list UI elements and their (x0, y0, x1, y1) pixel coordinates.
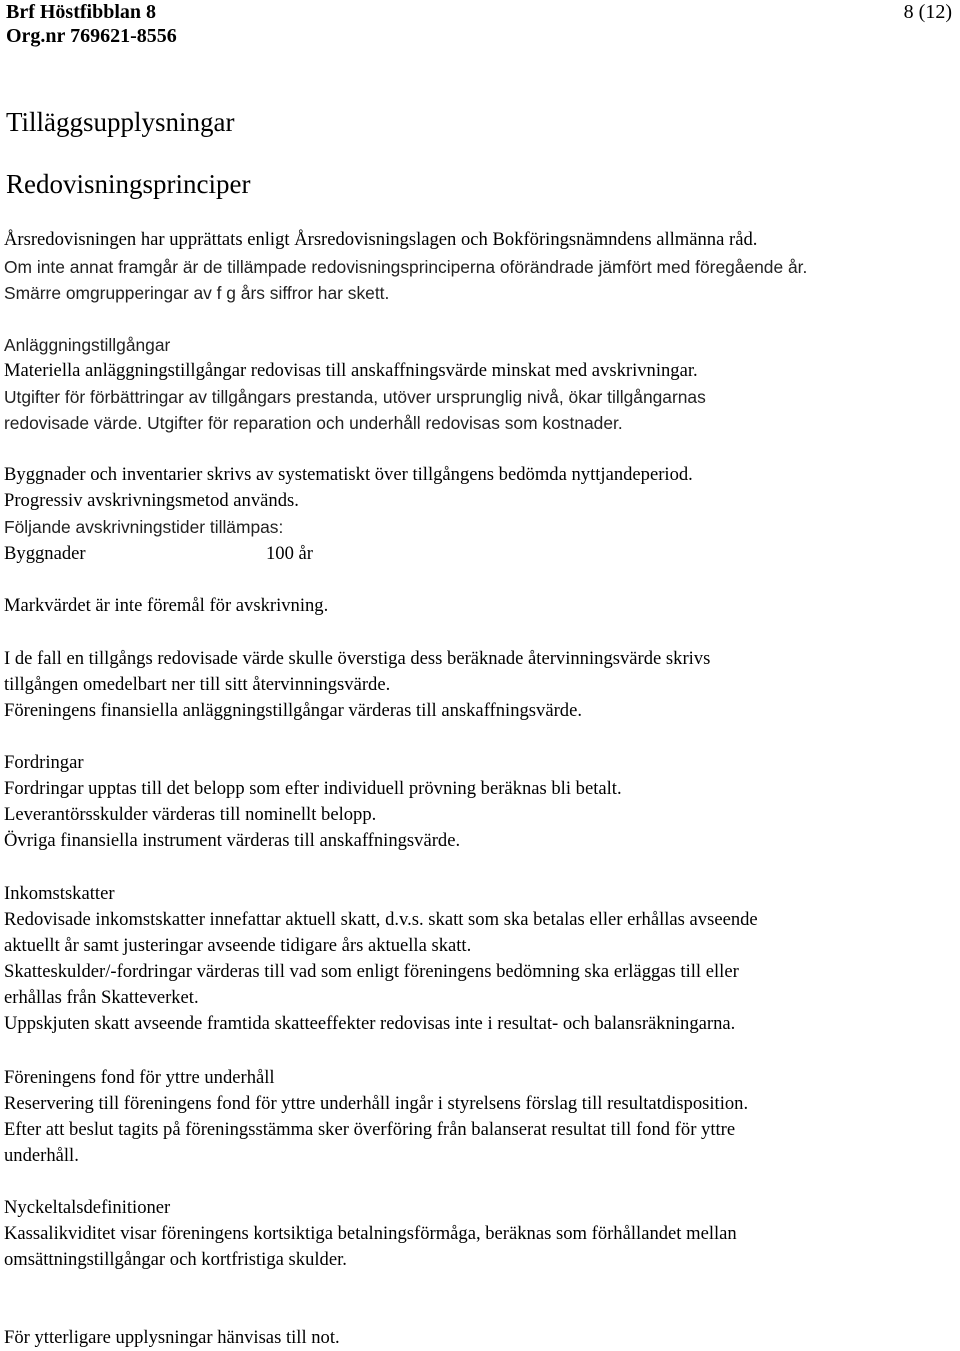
paragraph-line: Fordringar upptas till det belopp som efter individuell prövning beräknas bli betalt. (4, 778, 622, 799)
paragraph-line: Uppskjuten skatt avseende framtida skatteeffekter redovisas inte i resultat- och balansräkningarna. (4, 1013, 736, 1034)
paragraph-line: Progressiv avskrivningsmetod används. (4, 490, 299, 511)
paragraph-line: Materiella anläggningstillgångar redovisas till anskaffningsvärde minskat med avskrivningar. (4, 360, 698, 381)
paragraph-line: Smärre omgrupperingar av f g års siffror har skett. (4, 283, 390, 303)
paragraph-line: Föreningens finansiella anläggningstillgångar värderas till anskaffningsvärde. (4, 700, 582, 721)
page-number: 8 (12) (903, 1, 952, 23)
paragraph-line: underhåll. (4, 1145, 79, 1166)
depreciation-asset-label: Byggnader (4, 543, 86, 564)
heading-redovisningsprinciper: Redovisningsprinciper (6, 169, 251, 199)
paragraph-line: Markvärdet är inte föremål för avskrivning. (4, 595, 329, 616)
paragraph-line: Redovisade inkomstskatter innefattar aktuell skatt, d.v.s. skatt som ska betalas eller erhållas avseende (4, 909, 758, 930)
heading-tillaggsupplysningar: Tilläggsupplysningar (6, 107, 235, 137)
section-heading-fond-yttre-underhall: Föreningens fond för yttre underhåll (4, 1067, 275, 1088)
org-number: Org.nr 769621-8556 (6, 25, 177, 47)
paragraph-line: erhållas från Skatteverket. (4, 987, 199, 1008)
section-heading-anlaggningstillgangar: Anläggningstillgångar (4, 335, 171, 355)
paragraph-line: Årsredovisningen har upprättats enligt Årsredovisningslagen och Bokföringsnämndens allmänna råd. (4, 229, 758, 250)
paragraph-line: Efter att beslut tagits på föreningsstämma sker överföring från balanserat resultat till fond för yttre (4, 1119, 736, 1140)
depreciation-period: 100 år (266, 543, 313, 564)
closing-note: För ytterligare upplysningar hänvisas till not. (4, 1327, 340, 1348)
paragraph-line: Om inte annat framgår är de tillämpade redovisningsprinciperna oförändrade jämfört med föregående år. (4, 257, 808, 277)
association-name: Brf Höstfibblan 8 (6, 1, 157, 23)
paragraph-line: tillgången omedelbart ner till sitt återvinningsvärde. (4, 674, 391, 695)
paragraph-line: Kassalikviditet visar föreningens kortsiktiga betalningsförmåga, beräknas som förhållandet mellan (4, 1223, 737, 1244)
paragraph-line: aktuellt år samt justeringar avseende tidigare års aktuella skatt. (4, 935, 472, 956)
section-heading-nyckeltalsdefinitioner: Nyckeltalsdefinitioner (4, 1197, 171, 1218)
paragraph-line: Byggnader och inventarier skrivs av systematiskt över tillgångens bedömda nyttjandeperiod. (4, 464, 693, 485)
paragraph-line: redovisade värde. Utgifter för reparation och underhåll redovisas som kostnader. (4, 413, 623, 433)
section-heading-inkomstskatter: Inkomstskatter (4, 883, 115, 904)
paragraph-line: Leverantörsskulder värderas till nominellt belopp. (4, 804, 377, 825)
paragraph-line: Utgifter för förbättringar av tillgångars prestanda, utöver ursprunglig nivå, ökar tillgångarnas (4, 387, 706, 407)
paragraph-line: Följande avskrivningstider tillämpas: (4, 517, 284, 537)
paragraph-line: Övriga finansiella instrument värderas till anskaffningsvärde. (4, 830, 461, 851)
paragraph-line: Reservering till föreningens fond för yttre underhåll ingår i styrelsens förslag till resultatdisposition. (4, 1093, 749, 1114)
paragraph-line: I de fall en tillgångs redovisade värde skulle överstiga dess beräknade återvinningsvärde skrivs (4, 648, 711, 669)
paragraph-line: omsättningstillgångar och kortfristiga skulder. (4, 1249, 347, 1270)
section-heading-fordringar: Fordringar (4, 752, 84, 773)
paragraph-line: Skatteskulder/-fordringar värderas till vad som enligt föreningens bedömning ska erläggas till eller (4, 961, 739, 982)
